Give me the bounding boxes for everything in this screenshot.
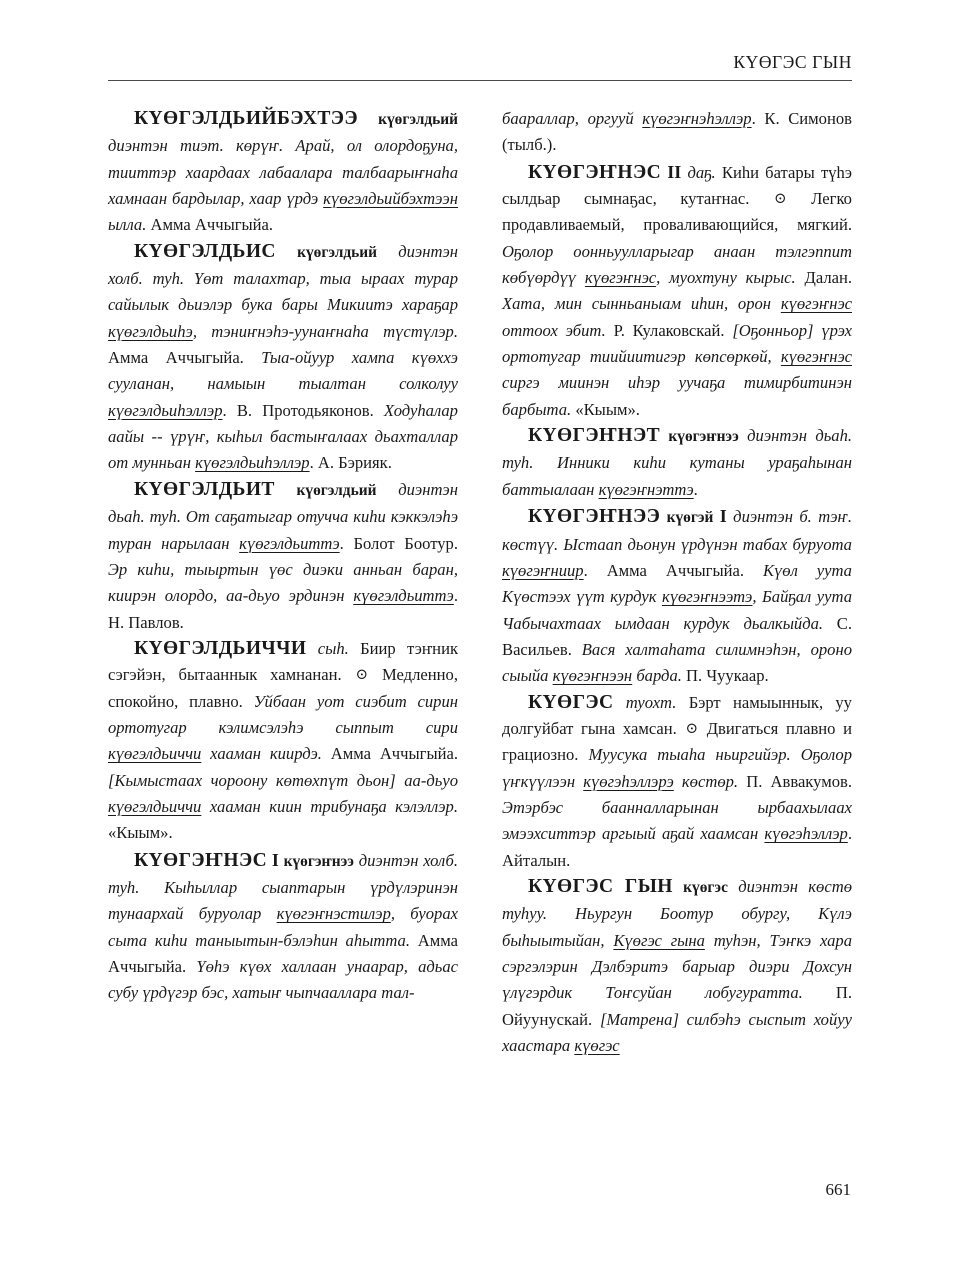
example-text: Тыа-ойуур хампа күөххэ сууланан, намыын тыалтан солколуу bbox=[108, 348, 458, 394]
definition-russian: Двигаться плавно и грациозно. bbox=[502, 718, 853, 765]
example-text: туһэн, Тэҥкэ хара сэргэлэрин Дэлбэритэ барыар диэри Дохсун үлүгэрдик Тоҥсуйан лобугуратта. bbox=[502, 930, 852, 1003]
entry-kuoges-gyn bbox=[502, 874, 852, 1059]
homonym-number: II bbox=[667, 161, 682, 182]
source-attribution: Амма Аччыгыйа. bbox=[606, 560, 745, 580]
example-text: . bbox=[583, 560, 588, 580]
cited-form: күөгэлдьиһэ bbox=[108, 321, 193, 341]
derivation-ref: күөгэҥнээ bbox=[668, 428, 739, 446]
entry-kuoges bbox=[502, 690, 852, 874]
source-attribution: «Кыым». bbox=[575, 399, 640, 419]
example-text: . bbox=[751, 109, 756, 128]
derivation-ref: күөгэс bbox=[683, 878, 728, 896]
entry-kuogennet bbox=[502, 423, 852, 503]
cited-form: күөгэлдьийбэхтээн bbox=[323, 189, 458, 209]
example-text: Ньургун Боотур обургу, Күлэ быһыытыйан, bbox=[502, 904, 852, 950]
example-text: Эр киһи, тыыртын үөс диэки анньан баран, киирэн олордо, аа-дьуо эрдинэн bbox=[108, 559, 458, 606]
grammar-label: диэнтэн холб. туһ. bbox=[108, 850, 458, 897]
example-text: . bbox=[309, 453, 314, 473]
source-attribution: Далан. bbox=[804, 268, 853, 288]
derivation-ref: күөгэҥнээ bbox=[283, 852, 354, 870]
source-attribution: А. Бэрияк. bbox=[317, 453, 392, 473]
cited-form: күөгэҥнэс bbox=[780, 294, 852, 314]
derivation-ref: күөгэлдьий bbox=[296, 481, 377, 499]
cited-form: күөгэлдьиһэллэр bbox=[108, 400, 223, 420]
cited-form: күөгэҥнээтэ bbox=[661, 587, 753, 607]
source-attribution: Амма Аччыгыйа. bbox=[330, 744, 458, 764]
source-attribution: Болот Боотур. bbox=[353, 533, 458, 553]
cited-form: күөгэлдьиттэ bbox=[353, 586, 454, 606]
source-attribution: Амма Аччыгыйа. bbox=[150, 215, 274, 235]
example-text: Кыһыллар сыаптарын үрдүлэринэн тунаархай буруолар bbox=[108, 877, 458, 924]
headword: КҮӨГЭҤНЭЭ bbox=[528, 506, 661, 528]
example-text: барда. bbox=[636, 666, 682, 686]
example-text: Ыстаап дьонун үрдүнэн табах буруота bbox=[563, 534, 852, 554]
example-text: От саҕатыгар отучча киһи кэккэлэһэ туран нарылаан bbox=[108, 507, 459, 553]
cited-form: күөгэҥнэстилэр bbox=[276, 904, 391, 924]
cited-form: күөгэҥнэһэллэр bbox=[642, 109, 752, 128]
definition-yakut: Бэрт намыыннык, уу долгуйбат гына хамсан. bbox=[502, 692, 852, 738]
cited-form: күөгэҥнэттэ bbox=[598, 479, 694, 499]
grammar-label: диэнтэн дьаһ. туһ. bbox=[108, 479, 458, 527]
example-text: Вася халтаһата силимнэһэн, ороно сыыйа bbox=[502, 639, 852, 686]
example-text: көстөр. bbox=[681, 771, 739, 791]
entry-kuogeldiybehtee bbox=[108, 106, 458, 239]
example-text: Муусука тыаһа ньиргийэр. Оҕолор үҥкүүлээн bbox=[502, 745, 852, 791]
example-text: баараллар, оргууй bbox=[502, 109, 634, 128]
example-text: [Оҕонньор] үрэх ортотугар тиийиитигэр көпсөркөй, bbox=[502, 320, 853, 367]
definition-yakut: Киһи батары түһэ сылдьар сымнаҕас, кутаҥнас. bbox=[502, 162, 852, 209]
example-text: Этэрбэс баанналларынан ырбаахылаах эмээхситтэр аргыый аҕай хаамсан bbox=[502, 797, 852, 844]
example-text: Оҕолор оонньуулларыгар анаан тэлгэппит көбүөрдүү bbox=[502, 241, 852, 288]
example-text: Инники киһи кутаны ураҕаһынан баттыалаан bbox=[502, 453, 852, 499]
sense-bullet-icon: ⊙ bbox=[685, 720, 699, 737]
example-text: , муохтуну кырыс. bbox=[656, 268, 796, 288]
derivation-ref: күөгэй bbox=[666, 509, 714, 527]
example-text: [Матрена] силбэһэ сыспыт хойуу хаастара bbox=[502, 1009, 852, 1056]
grammar-label: даҕ. bbox=[687, 162, 716, 182]
headword: КҮӨГЭЛДЬИЙБЭХТЭЭ bbox=[134, 108, 359, 129]
example-text: хааман киин трибунаҕа кэлэллэр. bbox=[209, 796, 458, 816]
source-attribution: Амма Аччыгыйа. bbox=[108, 930, 458, 976]
example-text: , тэниҥнэһэ-уунаҥнаһа түстүлэр. bbox=[192, 321, 458, 341]
example-text: , Байҕал уута Чабычахтаах ымдаан курдук дьалкыйда. bbox=[502, 587, 852, 633]
left-column bbox=[108, 106, 458, 1161]
example-text: Уйбаан уот сиэбит сирин ортотугар кэлимсэлэһэ сыппыт сири bbox=[108, 691, 458, 737]
example-text: Үөт талахтар, тыа ыраах турар сайылык дьиэлэр бука бары Микиитэ хараҕар bbox=[108, 269, 458, 315]
cited-form: күөгэһэллэр bbox=[764, 824, 848, 844]
entry-kuogeldit bbox=[108, 477, 458, 636]
example-text: Күөл уута Күөстээх үүт курдук bbox=[502, 560, 852, 607]
cited-form: күөгэлдьиһэллэр bbox=[195, 453, 310, 473]
example-text: . bbox=[339, 533, 344, 553]
example-text: Ходуһалар аайы -- үрүҥ, кыһыл бастыҥалаах дьахталлар от мунньан bbox=[108, 400, 458, 473]
example-text: ылла. bbox=[108, 215, 147, 235]
definition-yakut: Биир тэҥник сэгэйэн, бытааннык хамнанан. bbox=[108, 638, 459, 685]
source-attribution: Амма Аччыгыйа. bbox=[108, 348, 244, 368]
example-text: хааман киирдэ. bbox=[210, 744, 322, 764]
cited-form: күөгэҥниир bbox=[502, 560, 584, 580]
entry-kuogennes-2 bbox=[502, 159, 852, 423]
entry-kuogeldicchi bbox=[108, 636, 458, 847]
example-text: . bbox=[453, 586, 458, 606]
grammar-label: диэнтэн көстө туһуу. bbox=[502, 876, 852, 924]
homonym-number: I bbox=[719, 506, 727, 527]
example-text: Үөһэ күөх халлаан унаарар, адьас субу үрдүгэр бэс, хатыҥ чыпчааллара тал- bbox=[108, 957, 459, 1003]
example-text: . bbox=[693, 479, 698, 499]
sense-bullet-icon: ⊙ bbox=[355, 667, 369, 684]
grammar-label: диэнтэн дьаһ. туһ. bbox=[502, 426, 853, 473]
source-attribution: Айталын. bbox=[502, 850, 571, 870]
headword: КҮӨГЭЛДЬИС bbox=[134, 240, 276, 262]
source-attribution: П. Чуукаар. bbox=[686, 666, 769, 686]
cited-form: күөгэҥнэс bbox=[780, 347, 852, 367]
cited-form: күөгэлдьиччи bbox=[108, 796, 202, 816]
example-text: Хата, мин сынньаныам иһин, орон bbox=[502, 294, 772, 314]
example-text: Арай, ол олордоҕуна, тииттэр хаардаах лабаалара талбаарыҥнаһа хамнаан бардылар, хаар үрдэ bbox=[108, 136, 458, 209]
cited-form: күөгэлдьиччи bbox=[108, 744, 202, 764]
grammar-label: диэнтэн тиэт. көрүҥ. bbox=[108, 136, 284, 156]
example-text: . bbox=[222, 400, 227, 420]
entry-continuation bbox=[502, 106, 852, 159]
source-attribution: П. Аввакумов. bbox=[746, 771, 852, 791]
example-text: , буорах сыта киһи таныытын-бэлэһин аһытта. bbox=[108, 904, 459, 950]
grammar-label: диэнтэн б. тэҥ. көстүү. bbox=[502, 507, 852, 554]
grammar-label: туохт. bbox=[625, 692, 677, 712]
source-attribution: К. Симонов (тылб.). bbox=[502, 109, 852, 155]
two-column-body bbox=[108, 106, 852, 1161]
source-attribution: Р. Кулаковскай. bbox=[613, 320, 725, 340]
entry-kuogeldis bbox=[108, 239, 458, 477]
derivation-ref: күөгэлдьий bbox=[297, 243, 378, 261]
headword: КҮӨГЭЛДЬИТ bbox=[134, 478, 275, 500]
headword: КҮӨГЭҤНЭТ bbox=[528, 425, 660, 447]
entry-kuogennee bbox=[502, 503, 852, 689]
page-number: 661 bbox=[825, 1180, 851, 1199]
derivation-ref: күөгэлдьий bbox=[378, 111, 458, 128]
source-attribution: П. Ойуунускай. bbox=[502, 983, 852, 1029]
definition-russian: Легко продавливаемый, проваливающийся, мягкий. bbox=[502, 189, 852, 235]
cited-form: күөгэс bbox=[574, 1036, 620, 1056]
headword: КҮӨГЭС bbox=[528, 691, 614, 713]
example-text: [Кымыстаах чороону көтөхпүт дьон] аа-дьуо bbox=[108, 770, 458, 790]
source-attribution: Н. Павлов. bbox=[108, 612, 184, 632]
definition-russian: Медленно, спокойно, плавно. bbox=[108, 665, 458, 711]
entry-kuogennes-1 bbox=[108, 847, 458, 1007]
example-text: сиргэ миинэн иһэр уучаҕа тимирбитинэн барбыта. bbox=[502, 373, 852, 419]
cited-form: күөгэҥнэс bbox=[584, 268, 657, 288]
cited-form: күөгэҥнээн bbox=[552, 666, 633, 686]
running-head-rule bbox=[108, 80, 852, 81]
grammar-label: сыһ. bbox=[317, 638, 349, 658]
headword: КҮӨГЭС ГЫН bbox=[528, 875, 673, 897]
sense-bullet-icon: ⊙ bbox=[773, 191, 787, 208]
source-attribution: «Кыым». bbox=[108, 823, 173, 843]
source-attribution: В. Протодьяконов. bbox=[236, 400, 374, 420]
cited-form: Күөгэс гына bbox=[613, 930, 705, 950]
cited-form: күөгэлдьиттэ bbox=[239, 533, 340, 553]
running-head: КҮӨГЭС ГЫН bbox=[733, 52, 852, 72]
headword: КҮӨГЭҤНЭС bbox=[528, 161, 662, 183]
example-text: оттоох эбит. bbox=[502, 320, 606, 340]
right-column bbox=[502, 106, 852, 1161]
example-text: . bbox=[847, 824, 852, 844]
homonym-number: I bbox=[271, 849, 279, 870]
headword: КҮӨГЭҤНЭС bbox=[134, 849, 268, 871]
cited-form: күөгэһэллэрэ bbox=[583, 771, 674, 791]
grammar-label: диэнтэн холб. туһ. bbox=[108, 241, 458, 289]
headword: КҮӨГЭЛДЬИЧЧИ bbox=[134, 637, 307, 659]
source-attribution: С. Васильев. bbox=[502, 613, 852, 659]
